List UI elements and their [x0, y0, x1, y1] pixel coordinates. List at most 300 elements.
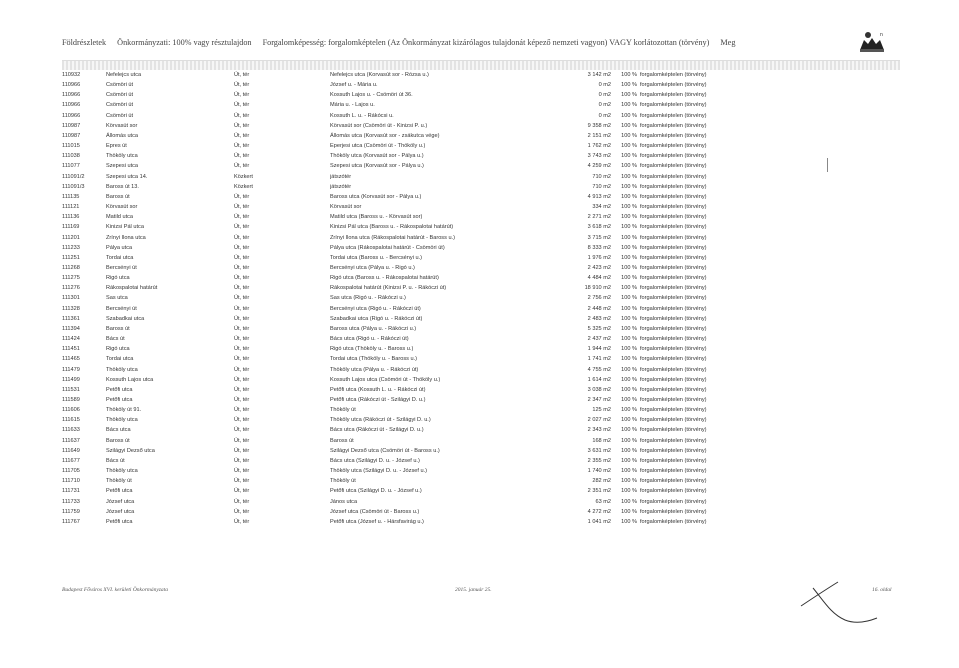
footer-page-number: 16. oldal	[872, 587, 892, 593]
ownership-share-cell: 100 %	[621, 264, 637, 271]
description-cell: Thököly utca (Korvasút sor - Pálya u.)	[330, 153, 424, 160]
ownership-share-cell: 100 %	[621, 143, 637, 150]
area-cell: 2 351 m2	[587, 488, 611, 495]
land-use-type-cell: Út, tér	[234, 214, 250, 221]
table-row	[62, 375, 907, 385]
parcel-id-cell: 111731	[62, 488, 80, 495]
area-cell: 2 437 m2	[587, 336, 611, 343]
area-cell: 3 142 m2	[587, 72, 611, 78]
street-name-cell: Sas utca	[106, 295, 128, 302]
parcel-id-cell: 111077	[62, 163, 80, 170]
parcel-id-cell: 111451	[62, 346, 80, 353]
ownership-share-cell: 100 %	[621, 376, 637, 383]
area-cell: 2 151 m2	[587, 132, 611, 139]
land-use-type-cell: Út, tér	[234, 143, 250, 150]
street-name-cell: Csömöri út	[106, 102, 134, 109]
street-name-cell: Állomás utca	[106, 132, 139, 139]
table-row	[62, 212, 907, 222]
parcel-id-cell: 111637	[62, 437, 80, 444]
status-cell: forgalomképtelen (törvény)	[640, 366, 707, 373]
ownership-share-cell: 100 %	[621, 285, 637, 292]
description-cell: Baross utca (Korvasút sor - Pálya u.)	[330, 193, 422, 200]
header-col-meg: Meg	[720, 38, 736, 47]
parcel-id-cell: 110966	[62, 112, 81, 119]
header-col-marketability: Forgalomképesség: forgalomképtelen (Az Önkormányzat kizárólagos tulajdonát képező nemzeti vagyon) VAGY korlátozottan (törvény)	[262, 38, 710, 47]
area-cell: 2 343 m2	[587, 427, 611, 434]
land-use-type-cell: Út, tér	[234, 264, 250, 271]
table-row	[62, 151, 907, 161]
parcel-id-cell: 111394	[62, 325, 80, 332]
parcel-id-cell: 111705	[62, 468, 80, 475]
column-header-stripe	[62, 60, 900, 70]
parcel-id-cell: 111424	[62, 336, 80, 343]
description-cell: Matild utca (Baross u. - Körvasút sor)	[330, 214, 423, 221]
street-name-cell: Petőfi utca	[106, 397, 133, 403]
ownership-share-cell: 100 %	[621, 397, 637, 403]
footer-left: Budapest Főváros XVI. kerületi Önkormányzata	[62, 587, 168, 593]
parcel-id-cell: 111038	[62, 153, 80, 160]
status-cell: forgalomképtelen (törvény)	[640, 315, 707, 322]
street-name-cell: Petőfi utca	[106, 518, 133, 525]
status-cell: forgalomképtelen (törvény)	[640, 437, 707, 444]
parcel-id-cell: 111301	[62, 295, 80, 302]
table-row	[62, 100, 907, 110]
ownership-share-cell: 100 %	[621, 468, 637, 475]
table-row	[62, 222, 907, 232]
street-name-cell: Petőfi utca	[106, 488, 133, 495]
ownership-share-cell: 100 %	[621, 92, 637, 99]
parcel-id-cell: 111233	[62, 244, 80, 251]
description-cell: Bercsényi utca (Rigó u. - Rákóczi út)	[330, 305, 421, 312]
status-cell: forgalomképtelen (törvény)	[640, 72, 707, 78]
status-cell: forgalomképtelen (törvény)	[640, 183, 707, 190]
parcel-id-cell: 111201	[62, 234, 80, 241]
street-name-cell: Tordai utca	[106, 254, 134, 261]
table-row	[62, 192, 907, 202]
land-use-type-cell: Közkert	[234, 173, 253, 180]
ownership-share-cell: 100 %	[621, 112, 637, 119]
land-use-type-cell: Út, tér	[234, 417, 250, 424]
table-row	[62, 497, 907, 507]
street-name-cell: Bács utca	[106, 427, 131, 434]
ownership-share-cell: 100 %	[621, 275, 637, 282]
table-row	[62, 476, 907, 486]
street-name-cell: Baross út	[106, 193, 130, 200]
land-use-type-cell: Út, tér	[234, 366, 250, 373]
description-cell: Petőfi utca (Rákóczi út - Szilágyi D. u.)	[330, 397, 426, 403]
area-cell: 3 715 m2	[587, 234, 611, 241]
status-cell: forgalomképtelen (törvény)	[640, 92, 707, 99]
parcel-id-cell: 111275	[62, 275, 80, 282]
description-cell: Petőfi utca (Kossuth L. u. - Rákóczi út)	[330, 386, 426, 393]
area-cell: 18 910 m2	[584, 285, 611, 292]
parcel-id-cell: 111091/3	[62, 183, 85, 190]
description-cell: Rákospalotai határút (Kinizsi P. u. - Rákóczi út)	[330, 285, 447, 292]
area-cell: 2 756 m2	[587, 295, 611, 302]
description-cell: Körvasút sor	[330, 204, 362, 211]
area-cell: 1 041 m2	[587, 518, 611, 525]
description-cell: Szabadkai utca (Rigó u. - Rákóczi út)	[330, 315, 423, 322]
street-name-cell: Kinizsi Pál utca	[106, 224, 144, 231]
land-use-type-cell: Út, tér	[234, 122, 250, 129]
land-use-type-cell: Út, tér	[234, 468, 250, 475]
table-row	[62, 70, 907, 80]
status-cell: forgalomképtelen (törvény)	[640, 132, 707, 139]
ownership-share-cell: 100 %	[621, 386, 637, 393]
signature-mark	[793, 568, 883, 630]
description-cell: Thököly utca (Pálya u. - Rákóczi út)	[330, 366, 419, 373]
description-cell: Bács utca (Rákóczi út - Szilágyi D. u.)	[330, 427, 424, 434]
table-row	[62, 80, 907, 90]
status-cell: forgalomképtelen (törvény)	[640, 214, 707, 221]
area-cell: 9 358 m2	[587, 122, 611, 129]
area-cell: 710 m2	[592, 173, 611, 180]
table-row	[62, 253, 907, 263]
ownership-share-cell: 100 %	[621, 204, 637, 211]
land-use-type-cell: Út, tér	[234, 275, 250, 282]
table-row	[62, 365, 907, 375]
ownership-share-cell: 100 %	[621, 122, 637, 129]
street-name-cell: Tordai utca	[106, 356, 134, 363]
table-row	[62, 425, 907, 435]
table-row	[62, 182, 907, 192]
status-cell: forgalomképtelen (törvény)	[640, 122, 707, 129]
description-cell: Eperjesi utca (Csömöri út - Thököly u.)	[330, 143, 426, 150]
table-row	[62, 263, 907, 273]
land-use-type-cell: Út, tér	[234, 224, 250, 231]
table-row	[62, 385, 907, 395]
description-cell: Körvasút sor (Csömöri út - Kinizsi P. u.)	[330, 122, 428, 129]
street-name-cell: Thököly utca	[106, 417, 138, 424]
ownership-share-cell: 100 %	[621, 417, 637, 424]
land-use-type-cell: Út, tér	[234, 356, 250, 363]
ownership-share-cell: 100 %	[621, 498, 637, 505]
street-name-cell: Bács út	[106, 457, 125, 464]
ownership-share-cell: 100 %	[621, 315, 637, 322]
status-cell: forgalomképtelen (törvény)	[640, 234, 707, 241]
land-use-type-cell: Út, tér	[234, 478, 250, 485]
status-cell: forgalomképtelen (törvény)	[640, 447, 707, 454]
table-row	[62, 314, 907, 324]
description-cell: Zrínyi Ilona utca (Rákospalotai határút - Baross u.)	[330, 234, 455, 241]
land-use-type-cell: Út, tér	[234, 407, 250, 414]
status-cell: forgalomképtelen (törvény)	[640, 204, 707, 211]
area-cell: 2 271 m2	[587, 214, 611, 221]
table-row	[62, 121, 907, 131]
land-use-type-cell: Út, tér	[234, 112, 250, 119]
table-row	[62, 446, 907, 456]
area-cell: 2 423 m2	[587, 264, 611, 271]
area-cell: 2 347 m2	[587, 397, 611, 403]
status-cell: forgalomképtelen (törvény)	[640, 264, 707, 271]
street-name-cell: Körvasút sor	[106, 122, 138, 129]
land-use-type-cell: Út, tér	[234, 315, 250, 322]
area-cell: 1 614 m2	[587, 376, 611, 383]
description-cell: játszótér	[330, 173, 352, 180]
header-col-parcels: Földrészletek	[62, 38, 107, 47]
street-name-cell: Szilágyi Dezső utca	[106, 447, 155, 454]
parcel-id-cell: 111589	[62, 397, 80, 403]
description-cell: Baross utca (Pálya u. - Rákóczi u.)	[330, 325, 417, 332]
land-use-type-cell: Út, tér	[234, 285, 250, 292]
street-name-cell: Petőfi utca	[106, 386, 133, 393]
ownership-share-cell: 100 %	[621, 153, 637, 160]
status-cell: forgalomképtelen (törvény)	[640, 163, 707, 170]
street-name-cell: Nefelejcs utca	[106, 72, 142, 78]
table-row	[62, 141, 907, 151]
land-use-type-cell: Út, tér	[234, 346, 250, 353]
status-cell: forgalomképtelen (törvény)	[640, 478, 707, 485]
parcel-id-cell: 111361	[62, 315, 80, 322]
page-header	[62, 38, 902, 56]
street-name-cell: Pálya utca	[106, 244, 133, 251]
ownership-share-cell: 100 %	[621, 427, 637, 434]
parcel-id-cell: 111135	[62, 193, 80, 200]
description-cell: Kossuth Lajos utca (Csömöri út - Thököly u.)	[330, 376, 441, 383]
status-cell: forgalomképtelen (törvény)	[640, 407, 707, 414]
parcel-id-cell: 111710	[62, 478, 80, 485]
ownership-share-cell: 100 %	[621, 295, 637, 302]
area-cell: 4 755 m2	[587, 366, 611, 373]
area-cell: 2 355 m2	[587, 457, 611, 464]
area-cell: 1 976 m2	[587, 254, 611, 261]
land-use-type-cell: Út, tér	[234, 92, 250, 99]
table-row	[62, 202, 907, 212]
ownership-share-cell: 100 %	[621, 224, 637, 231]
area-cell: 710 m2	[592, 183, 611, 190]
area-cell: 2 483 m2	[587, 315, 611, 322]
table-row	[62, 304, 907, 314]
parcel-id-cell: 111531	[62, 386, 80, 393]
land-use-type-cell: Út, tér	[234, 193, 250, 200]
parcel-id-cell: 110987	[62, 122, 81, 129]
description-cell: Thököly út	[330, 407, 356, 414]
table-row	[62, 344, 907, 354]
status-cell: forgalomképtelen (törvény)	[640, 295, 707, 302]
table-row	[62, 324, 907, 334]
land-use-type-cell: Út, tér	[234, 163, 250, 170]
area-cell: 5 325 m2	[587, 325, 611, 332]
land-use-type-cell: Út, tér	[234, 244, 250, 251]
area-cell: 3 631 m2	[587, 447, 611, 454]
status-cell: forgalomképtelen (törvény)	[640, 376, 707, 383]
parcel-id-cell: 111606	[62, 407, 80, 414]
street-name-cell: Thököly út	[106, 478, 132, 485]
parcel-id-cell: 110932	[62, 72, 81, 78]
logo-letter: n	[880, 32, 883, 38]
land-use-type-cell: Út, tér	[234, 254, 250, 261]
status-cell: forgalomképtelen (törvény)	[640, 153, 707, 160]
area-cell: 2 448 m2	[587, 305, 611, 312]
ownership-share-cell: 100 %	[621, 336, 637, 343]
parcel-id-cell: 111121	[62, 204, 80, 211]
margin-mark	[827, 158, 828, 172]
street-name-cell: Baross út	[106, 437, 130, 444]
ownership-share-cell: 100 %	[621, 183, 637, 190]
property-table-body	[62, 70, 907, 527]
area-cell: 3 743 m2	[587, 153, 611, 160]
land-use-type-cell: Út, tér	[234, 72, 250, 78]
ownership-share-cell: 100 %	[621, 244, 637, 251]
area-cell: 1 762 m2	[587, 143, 611, 150]
street-name-cell: Szepesi utca	[106, 163, 139, 170]
description-cell: Rigó utca (Thököly u. - Baross u.)	[330, 346, 414, 353]
street-name-cell: Thököly utca	[106, 153, 138, 160]
area-cell: 0 m2	[598, 112, 611, 119]
ownership-share-cell: 100 %	[621, 447, 637, 454]
status-cell: forgalomképtelen (törvény)	[640, 143, 707, 150]
description-cell: játszótér	[330, 183, 352, 190]
status-cell: forgalomképtelen (törvény)	[640, 356, 707, 363]
table-row	[62, 161, 907, 171]
description-cell: Szepesi utca (Korvasút sor - Pálya u.)	[330, 163, 424, 170]
ownership-share-cell: 100 %	[621, 366, 637, 373]
street-name-cell: Körvasút sor	[106, 204, 138, 211]
ownership-share-cell: 100 %	[621, 346, 637, 353]
status-cell: forgalomképtelen (törvény)	[640, 325, 707, 332]
table-row	[62, 334, 907, 344]
street-name-cell: Csömöri út	[106, 112, 134, 119]
ownership-share-cell: 100 %	[621, 173, 637, 180]
land-use-type-cell: Út, tér	[234, 488, 250, 495]
parcel-id-cell: 111499	[62, 376, 80, 383]
description-cell: Kinizsi Pál utca (Baross u. - Rákospalotai határút)	[330, 224, 454, 231]
table-row	[62, 436, 907, 446]
parcel-id-cell: 111649	[62, 447, 80, 454]
ownership-share-cell: 100 %	[621, 132, 637, 139]
status-cell: forgalomképtelen (törvény)	[640, 488, 707, 495]
area-cell: 2 027 m2	[587, 417, 611, 424]
parcel-id-cell: 110966	[62, 82, 81, 89]
description-cell: Mária u. - Lajos u.	[330, 102, 375, 109]
ownership-share-cell: 100 %	[621, 72, 637, 78]
status-cell: forgalomképtelen (törvény)	[640, 224, 707, 231]
table-row	[62, 243, 907, 253]
ownership-share-cell: 100 %	[621, 518, 637, 525]
street-name-cell: Bercsényi út	[106, 305, 137, 312]
ownership-share-cell: 100 %	[621, 305, 637, 312]
street-name-cell: Rigó utca	[106, 346, 130, 353]
parcel-id-cell: 111633	[62, 427, 80, 434]
parcel-id-cell: 111767	[62, 518, 80, 525]
street-name-cell: Csömöri út	[106, 82, 134, 89]
parcel-id-cell: 111276	[62, 285, 80, 292]
area-cell: 168 m2	[592, 437, 611, 444]
footer-date: 2015. január 25.	[455, 587, 492, 593]
street-name-cell: Csömöri út	[106, 92, 134, 99]
ownership-share-cell: 100 %	[621, 488, 637, 495]
status-cell: forgalomképtelen (törvény)	[640, 508, 707, 515]
ownership-share-cell: 100 %	[621, 254, 637, 261]
land-use-type-cell: Út, tér	[234, 295, 250, 302]
description-cell: Tordai utca (Thököly u. - Baross u.)	[330, 356, 418, 363]
status-cell: forgalomképtelen (törvény)	[640, 336, 707, 343]
land-use-type-cell: Út, tér	[234, 234, 250, 241]
description-cell: Bács utca (Szilágyi D. u. - József u.)	[330, 457, 420, 464]
status-cell: forgalomképtelen (törvény)	[640, 305, 707, 312]
parcel-id-cell: 111759	[62, 508, 80, 515]
table-row	[62, 293, 907, 303]
parcel-id-cell: 111615	[62, 417, 80, 424]
area-cell: 0 m2	[598, 82, 611, 89]
street-name-cell: Szepesi utca 14.	[106, 173, 148, 180]
table-row	[62, 273, 907, 283]
status-cell: forgalomképtelen (törvény)	[640, 244, 707, 251]
description-cell: Pálya utca (Rákospalotai határút - Csömöri út)	[330, 244, 445, 251]
street-name-cell: Zrínyi Ilona utca	[106, 234, 146, 241]
land-use-type-cell: Út, tér	[234, 153, 250, 160]
table-row	[62, 283, 907, 293]
property-table	[62, 70, 907, 527]
street-name-cell: Rákospalotai határút	[106, 285, 158, 292]
street-name-cell: József utca	[106, 498, 135, 505]
status-cell: forgalomképtelen (törvény)	[640, 112, 707, 119]
street-name-cell: Szabadkai utca	[106, 315, 145, 322]
area-cell: 4 484 m2	[587, 275, 611, 282]
street-name-cell: Matild utca	[106, 214, 134, 221]
parcel-id-cell: 111677	[62, 457, 80, 464]
area-cell: 3 618 m2	[587, 224, 611, 231]
street-name-cell: Thököly utca	[106, 366, 138, 373]
parcel-id-cell: 111465	[62, 356, 80, 363]
status-cell: forgalomképtelen (törvény)	[640, 193, 707, 200]
ownership-share-cell: 100 %	[621, 478, 637, 485]
table-row	[62, 90, 907, 100]
table-row	[62, 172, 907, 182]
street-name-cell: Kossuth Lajos utca	[106, 376, 154, 383]
table-row	[62, 507, 907, 517]
ownership-share-cell: 100 %	[621, 234, 637, 241]
parcel-id-cell: 111479	[62, 366, 80, 373]
status-cell: forgalomképtelen (törvény)	[640, 254, 707, 261]
parcel-id-cell: 111015	[62, 143, 80, 150]
parcel-id-cell: 110987	[62, 132, 81, 139]
description-cell: Thököly út	[330, 478, 356, 485]
ownership-share-cell: 100 %	[621, 437, 637, 444]
status-cell: forgalomképtelen (törvény)	[640, 386, 707, 393]
status-cell: forgalomképtelen (törvény)	[640, 275, 707, 282]
area-cell: 0 m2	[598, 92, 611, 99]
description-cell: József u. - Mária u.	[330, 82, 378, 89]
area-cell: 4 913 m2	[587, 193, 611, 200]
parcel-id-cell: 110966	[62, 92, 81, 99]
description-cell: József utca (Csömöri út - Baross u.)	[330, 508, 420, 515]
table-row	[62, 517, 907, 527]
area-cell: 8 333 m2	[587, 244, 611, 251]
table-row	[62, 233, 907, 243]
description-cell: János utca	[330, 498, 358, 505]
street-name-cell: Rigó utca	[106, 275, 130, 282]
area-cell: 125 m2	[592, 407, 611, 414]
ownership-share-cell: 100 %	[621, 325, 637, 332]
ownership-share-cell: 100 %	[621, 102, 637, 109]
parcel-id-cell: 110966	[62, 102, 81, 109]
area-cell: 3 038 m2	[587, 386, 611, 393]
street-name-cell: Bercsényi út	[106, 264, 137, 271]
description-cell: Thököly utca (Szilágyi D. u. - József u.)	[330, 468, 427, 475]
street-name-cell: Baross út 13.	[106, 183, 139, 190]
municipal-logo-icon	[858, 30, 886, 54]
description-cell: Nefelejcs utca (Korvasút sor - Rózsa u.)	[330, 72, 429, 78]
description-cell: Tordai utca (Baross u. - Bercsényi u.)	[330, 254, 423, 261]
street-name-cell: Thököly út 91.	[106, 407, 142, 414]
area-cell: 1 740 m2	[587, 468, 611, 475]
land-use-type-cell: Út, tér	[234, 132, 250, 139]
status-cell: forgalomképtelen (törvény)	[640, 173, 707, 180]
table-row	[62, 405, 907, 415]
ownership-share-cell: 100 %	[621, 407, 637, 414]
status-cell: forgalomképtelen (törvény)	[640, 518, 707, 525]
